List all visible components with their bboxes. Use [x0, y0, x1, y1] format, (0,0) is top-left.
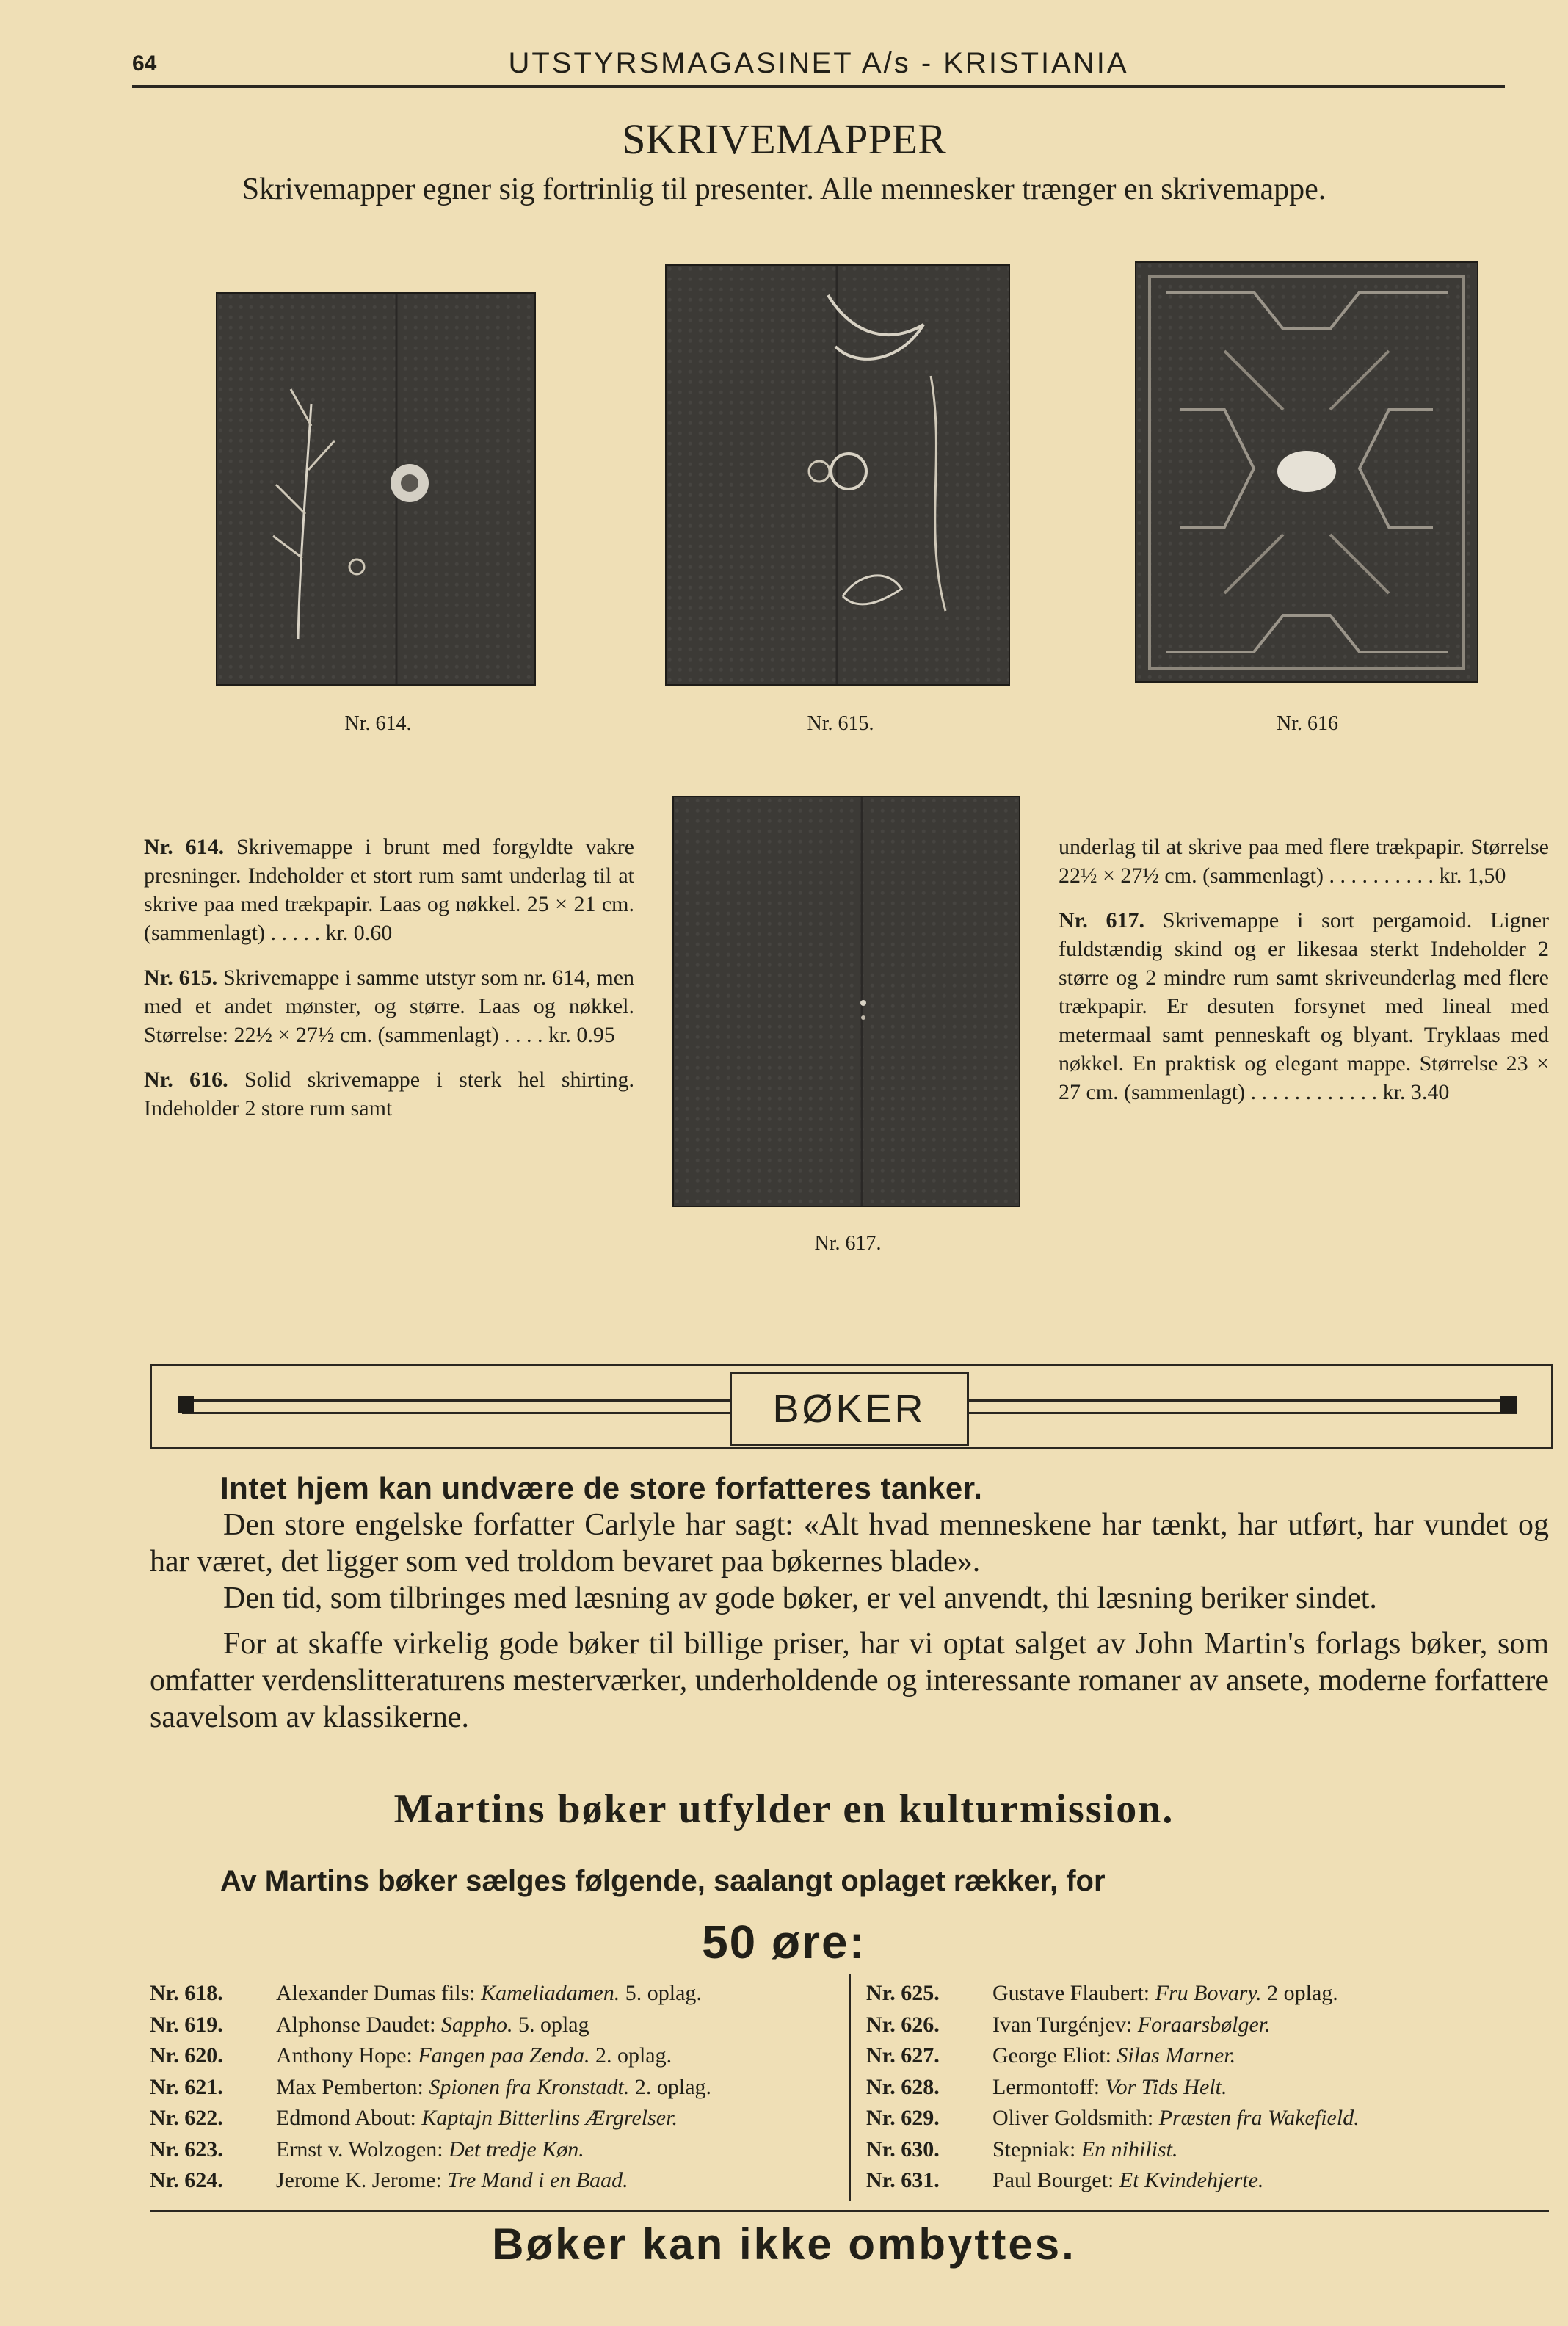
books-lead: Intet hjem kan undvære de store forfatteres tanker.	[220, 1471, 983, 1505]
product-photo-617	[672, 796, 1020, 1207]
caption-614: Nr. 614.	[344, 712, 412, 735]
book-title: Præsten fra Wakefield.	[1158, 2106, 1360, 2130]
desc-617-text: Skrivemappe i sort pergamoid. Ligner fuldstændig skind og er likesaa sterkt Indeholder 2 større og 2 mindre rum samt skriveunderlag med flere trækpapir. Er desuten forsynet med lineal med metermaal samt penneskaft og blyant. Tryklaas med nøkkel. En praktisk og elegant mappe. Størrelse 23 × 27 cm. (sammenlagt) . . . . . . . . . . . . kr. 3.40	[1059, 908, 1549, 1104]
book-row	[866, 2010, 1549, 2041]
book-note: 5. oplag	[518, 2012, 589, 2037]
desc-616-cont-text: underlag til at skrive paa med flere trækpapir. Størrelse 22½ × 27½ cm. (sammenlagt) . . . . . . . . . . kr. 1,50	[1059, 835, 1549, 888]
folder-614-illustration	[217, 294, 534, 684]
caption-617: Nr. 617.	[814, 1232, 882, 1255]
book-author: Paul Bourget:	[992, 2168, 1114, 2192]
book-note: 2 oplag.	[1267, 1981, 1338, 2005]
books-paragraph-2: Den tid, som tilbringes med læsning av gode bøker, er vel anvendt, thi læsning beriker sindet.	[223, 1582, 1377, 1615]
book-number: Nr. 620.	[150, 2043, 223, 2068]
book-title: Silas Marner.	[1117, 2043, 1236, 2068]
desc-615-text: Skrivemappe i samme utstyr som nr. 614, men med et andet mønster, og større. Laas og nøkkel. Størrelse: 22½ × 27½ cm. (sammenlagt) . . . . kr. 0.95	[144, 965, 635, 1047]
book-row	[866, 1978, 1549, 2010]
book-note: 2. oplag.	[595, 2043, 672, 2068]
section-title: SKRIVEMAPPER	[622, 115, 946, 163]
book-number: Nr. 621.	[150, 2074, 223, 2099]
book-author: George Eliot:	[992, 2043, 1111, 2068]
book-author: Ernst v. Wolzogen:	[276, 2137, 443, 2162]
books-price: 50 øre:	[702, 1916, 866, 1968]
book-author: Ivan Turgénjev:	[992, 2012, 1133, 2037]
book-title: Vor Tids Helt.	[1105, 2074, 1227, 2099]
description-616	[144, 1065, 634, 1123]
book-list-divider	[849, 1974, 851, 2201]
book-title: Kaptajn Bitterlins Ærgrelser.	[421, 2106, 678, 2130]
book-number: Nr. 628.	[866, 2074, 940, 2099]
book-author: Stepniak:	[992, 2137, 1076, 2162]
book-row	[150, 2103, 840, 2134]
book-author: Oliver Goldsmith:	[992, 2106, 1154, 2130]
book-row	[866, 2072, 1549, 2104]
desc-616-text: Solid skrivemappe i sterk hel shirting. Indeholder 2 store rum samt	[144, 1068, 635, 1120]
book-author: Edmond About:	[276, 2106, 416, 2130]
book-title: Fangen paa Zenda.	[418, 2043, 590, 2068]
book-row	[150, 2040, 840, 2072]
book-number: Nr. 624.	[150, 2168, 223, 2192]
folder-617-illustration	[674, 797, 1019, 1206]
description-left-column	[144, 833, 634, 1139]
books-offer: Av Martins bøker sælges følgende, saalangt oplaget rækker, for	[220, 1865, 1106, 1897]
books-slogan: Martins bøker utfylder en kulturmission.	[393, 1786, 1175, 1832]
book-number: Nr. 618.	[150, 1981, 223, 2005]
product-photo-615	[665, 264, 1010, 686]
book-author: Jerome K. Jerome:	[276, 2168, 442, 2192]
nr-614-label: Nr. 614.	[144, 835, 225, 859]
book-number: Nr. 627.	[866, 2043, 940, 2068]
book-list-right	[866, 1978, 1549, 2197]
description-616-continued	[1059, 833, 1549, 890]
book-row	[866, 2103, 1549, 2134]
page-number: 64	[132, 51, 157, 76]
book-row	[866, 2134, 1549, 2166]
book-row	[150, 2134, 840, 2166]
book-number: Nr. 629.	[866, 2106, 940, 2130]
book-row	[150, 2010, 840, 2041]
description-614	[144, 833, 634, 947]
book-author: Anthony Hope:	[276, 2043, 413, 2068]
book-number: Nr. 622.	[150, 2106, 223, 2130]
book-author: Alexander Dumas fils:	[276, 1981, 476, 2005]
book-title: Sappho.	[440, 2012, 513, 2037]
caption-616: Nr. 616	[1277, 712, 1338, 735]
header-rule	[132, 85, 1505, 88]
book-note: 2. oplag.	[634, 2074, 712, 2099]
book-title: Fru Bovary.	[1155, 1981, 1262, 2005]
book-row	[866, 2040, 1549, 2072]
book-list-left	[150, 1978, 840, 2197]
book-author: Max Pemberton:	[276, 2074, 424, 2099]
folder-615-illustration	[667, 266, 1009, 684]
book-title: Tre Mand i en Baad.	[447, 2168, 628, 2192]
description-right-column	[1059, 833, 1549, 1123]
book-title: Foraarsbølger.	[1137, 2012, 1271, 2037]
books-paragraph-1: Den store engelske forfatter Carlyle har sagt: «Alt hvad menneskene har tænkt, har utført, har vundet og har været, det ligger som ved troldom bevaret paa bøkernes blade».	[150, 1508, 1549, 1579]
book-number: Nr. 625.	[866, 1981, 940, 2005]
desc-614-text: Skrivemappe i brunt med forgyldte vakre presninger. Indeholder et stort rum samt underlag til at skrive paa med trækpapir. Laas og nøkkel. 25 × 21 cm. (sammenlagt) . . . . . kr. 0.60	[144, 835, 634, 945]
book-title: Det tredje Køn.	[449, 2137, 584, 2162]
book-author: Alphonse Daudet:	[276, 2012, 436, 2037]
book-author: Lermontoff:	[992, 2074, 1100, 2099]
books-paragraph-3: For at skaffe virkelig gode bøker til billige priser, har vi optat salget av John Martin's forlags bøker, som omfatter verdenslitteraturens mesterværker, underholdende og interessante romaner av ansete, moderne forfattere saavelsom av klassikerne.	[150, 1627, 1549, 1734]
nr-616-label: Nr. 616.	[144, 1068, 228, 1092]
book-note: 5. oplag.	[625, 1981, 702, 2005]
caption-615: Nr. 615.	[807, 712, 874, 735]
banner-bar-left	[182, 1399, 730, 1414]
book-row	[150, 2165, 840, 2197]
description-615	[144, 963, 634, 1049]
footer-notice: Bøker kan ikke ombyttes.	[492, 2220, 1076, 2269]
book-title: Kameliadamen.	[481, 1981, 620, 2005]
book-author: Gustave Flaubert:	[992, 1981, 1150, 2005]
folder-616-illustration	[1136, 263, 1477, 681]
book-number: Nr. 623.	[150, 2137, 223, 2162]
book-number: Nr. 626.	[866, 2012, 940, 2037]
description-617	[1059, 906, 1549, 1106]
book-title: Et Kvindehjerte.	[1119, 2168, 1264, 2192]
books-intro-text	[150, 1470, 1549, 1736]
running-head: UTSTYRSMAGASINET A/s - KRISTIANIA	[508, 47, 1129, 79]
page-header	[132, 46, 1505, 85]
books-heading: BØKER	[730, 1372, 969, 1446]
book-number: Nr. 630.	[866, 2137, 940, 2162]
banner-bar-right-end	[1500, 1396, 1517, 1413]
book-number: Nr. 619.	[150, 2012, 223, 2037]
section-intro: Skrivemapper egner sig fortrinlig til presenter. Alle mennesker trænger en skrivemappe.	[242, 173, 1326, 206]
book-title: Spionen fra Kronstadt.	[429, 2074, 630, 2099]
banner-bar-right	[965, 1399, 1517, 1414]
nr-615-label: Nr. 615.	[144, 965, 218, 990]
product-photo-614	[216, 292, 536, 686]
book-title: En nihilist.	[1081, 2137, 1178, 2162]
book-row	[150, 1978, 840, 2010]
product-photo-616	[1135, 261, 1478, 683]
nr-617-label: Nr. 617.	[1059, 908, 1145, 932]
footer-rule	[150, 2210, 1549, 2212]
banner-bar-left-end	[178, 1396, 194, 1413]
book-row	[150, 2072, 840, 2104]
book-row	[866, 2165, 1549, 2197]
book-number: Nr. 631.	[866, 2168, 940, 2192]
